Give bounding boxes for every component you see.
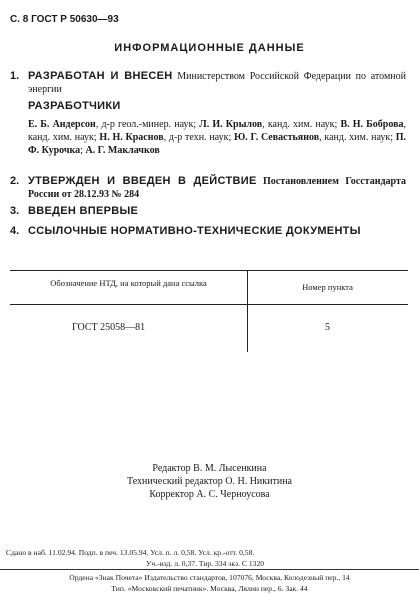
developer-name: Е. Б. Андерсон: [28, 119, 96, 130]
table-header-document: Обозначение НТД, на который дана ссылка: [50, 278, 207, 288]
footer-block: [0, 572, 419, 594]
section-4-number: 4.: [10, 225, 20, 237]
references-table: [10, 270, 408, 362]
section-1-number: 1.: [10, 70, 20, 82]
section-3-number: 3.: [10, 205, 20, 217]
table-top-rule: [10, 270, 408, 271]
section-4: [28, 225, 406, 238]
page-header: С. 8 ГОСТ Р 50630—93: [10, 14, 119, 25]
developer-name: П. Ф. Курочка: [28, 132, 407, 156]
section-3-heading: ВВЕДЕН ВПЕРВЫЕ: [28, 205, 139, 217]
section-1: [28, 70, 406, 96]
section-1-text: Министерством Российской Федерации по атомной энергии: [28, 71, 406, 95]
table-cell-document: ГОСТ 25058—81: [72, 322, 146, 333]
section-2: [28, 175, 406, 201]
developers-heading: РАЗРАБОТЧИКИ: [28, 100, 121, 112]
section-2-text: Постановлением Госстандарта России от 28.12.93 № 284: [28, 176, 406, 200]
proofreader-credit: Корректор А. С. Черноусова: [149, 489, 270, 500]
section-4-heading: ССЫЛОЧНЫЕ НОРМАТИВНО-ТЕХНИЧЕСКИЕ ДОКУМЕНТЫ: [28, 225, 361, 237]
table-header-rule: [10, 304, 408, 305]
imprint-block: [6, 547, 264, 569]
section-1-heading: РАЗРАБОТАН И ВНЕСЕН: [28, 70, 173, 82]
developers-block: [28, 100, 406, 113]
developer-title: канд. хим. наук: [324, 132, 391, 143]
developer-name: А. Г. Маклачков: [85, 145, 160, 156]
developer-title: канд. хим. наук: [267, 119, 335, 130]
footer-line-2: Тип. «Московский печатник». Москва, Лялин пер., 6. Зак. 44: [111, 584, 308, 593]
section-2-number: 2.: [10, 175, 20, 187]
footer-rule: [0, 569, 419, 570]
section-2-heading: УТВЕРЖДЕН И ВВЕДЕН В ДЕЙСТВИЕ: [28, 175, 257, 187]
tech-editor-credit: Технический редактор О. Н. Никитина: [127, 476, 292, 487]
editor-credit: Редактор В. М. Лысенкина: [152, 463, 267, 474]
page-title: ИНФОРМАЦИОННЫЕ ДАННЫЕ: [114, 42, 305, 54]
developer-title: канд. хим. наук: [28, 132, 94, 143]
table-cell-clause: 5: [325, 322, 330, 333]
footer-line-1: Ордена «Знак Почета» Издательство стандартов, 107076, Москва, Колодезный пер., 14: [69, 573, 350, 582]
developer-name: Ю. Г. Севастьянов: [233, 132, 320, 143]
credits-block: [0, 462, 419, 501]
table-header-clause: Номер пункта: [302, 282, 353, 292]
developers-list: Е. Б. Андерсон, д-р геол.-минер. наук; Л. И. Крылов, канд. хим. наук; В. Н. Боброва, канд. хим. наук; Н. Н. Краснов, д-р техн. наук; Ю. Г. Севастьянов, канд. хим. наук; П. Ф. Курочка; А. Г. Маклачков: [28, 119, 407, 156]
developer-name: В. Н. Боброва: [340, 119, 404, 130]
imprint-line-2: Уч.-изд. л. 0,37. Тир. 334 экз. С 1320: [146, 559, 265, 568]
developer-title: д-р геол.-минер. наук: [101, 119, 194, 130]
developer-title: д-р техн. наук: [168, 132, 229, 143]
developer-name: Л. И. Крылов: [199, 119, 263, 130]
imprint-line-1: Сдано в наб. 11.02.94. Подп. в печ. 13.05.94. Усл. п. л. 0,58. Усл. кр.-отт. 0,58.: [6, 548, 255, 557]
developer-name: Н. Н. Краснов: [99, 132, 164, 143]
section-3: [28, 205, 406, 218]
